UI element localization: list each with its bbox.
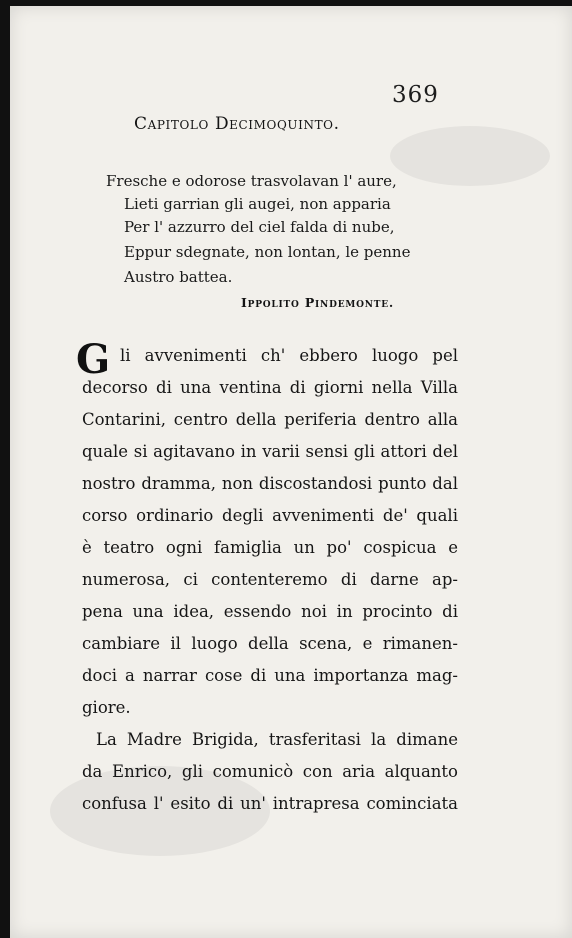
drop-cap: G	[76, 336, 111, 383]
page-number: 369	[392, 82, 439, 108]
body-line: decorso di una ventina di giorni nella Villa	[82, 378, 458, 397]
body-line: La Madre Brigida, trasferitasi la dimane	[96, 730, 458, 749]
body-line: numerosa, ci contenteremo di darne ap-	[82, 570, 458, 589]
epigraph-author: Ippolito Pindemonte.	[241, 295, 395, 310]
body-line: nostro dramma, non discostandosi punto dal	[82, 474, 458, 493]
epigraph-line: Austro battea.	[124, 268, 233, 286]
body-line: quale si agitavano in varii sensi gli attori del	[82, 442, 458, 461]
body-line: li avvenimenti ch' ebbero luogo pel	[120, 346, 458, 365]
body-line: da Enrico, gli comunicò con aria alquanto	[82, 762, 458, 781]
book-page	[10, 6, 572, 938]
body-line: giore.	[82, 698, 131, 717]
epigraph-line: Eppur sdegnate, non lontan, le penne	[124, 243, 411, 261]
body-line: Contarini, centro della periferia dentro alla	[82, 410, 458, 429]
body-line: confusa l' esito di un' intrapresa cominciata	[82, 794, 458, 813]
body-line: cambiare il luogo della scena, e rimanen-	[82, 634, 458, 653]
epigraph-line: Lieti garrian gli augei, non apparia	[124, 195, 391, 213]
body-line: corso ordinario degli avvenimenti de' quali	[82, 506, 458, 525]
body-line: doci a narrar cose di una importanza mag-	[82, 666, 458, 685]
body-line: è teatro ogni famiglia un po' cospicua e	[82, 538, 458, 557]
chapter-title: Capitolo Decimoquinto.	[134, 114, 340, 134]
epigraph-line: Fresche e odorose trasvolavan l' aure,	[106, 172, 397, 190]
page-smudge	[390, 126, 550, 186]
body-line: pena una idea, essendo noi in procinto di	[82, 602, 458, 621]
epigraph-line: Per l' azzurro del ciel falda di nube,	[124, 218, 395, 236]
